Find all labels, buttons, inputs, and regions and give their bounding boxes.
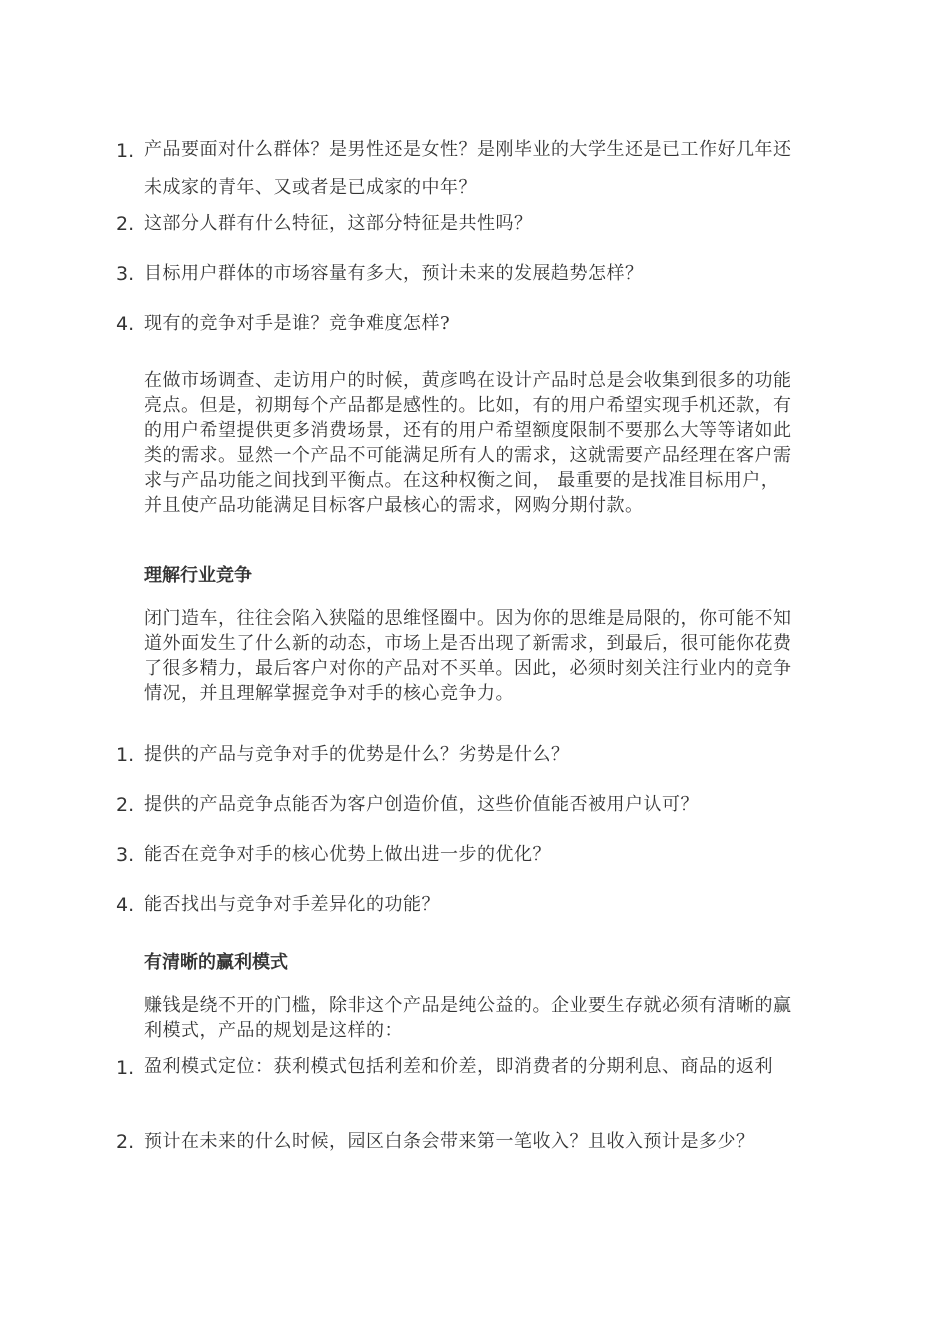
list3-item-2-number: 2. bbox=[116, 1131, 135, 1153]
list1-item-2-text: 这部分人群有什么特征，这部分特征是共性吗？ bbox=[144, 213, 533, 234]
paragraph-competition: 闭门造车，往往会陷入狭隘的思维怪圈中。因为你的思维是局限的，你可能不知道外面发生了什么新的动态，市场上是否出现了新需求，到最后，很可能你花费了很多精力，最后客户对你的产品对不买单。因此，必须时刻关注行业内的竞争情况，并且理解掌握竞争对手的核心竞争力。 bbox=[144, 608, 792, 704]
list1-item-3-text: 目标用户群体的市场容量有多大，预计未来的发展趋势怎样？ bbox=[144, 263, 644, 284]
list3-item-2-text: 预计在未来的什么时候，园区白条会带来第一笔收入？且收入预计是多少？ bbox=[144, 1131, 755, 1152]
list1-item-4-number: 4. bbox=[116, 313, 135, 335]
paragraph-profit-model: 赚钱是绕不开的门槛，除非这个产品是纯公益的。企业要生存就必须有清晰的赢利模式，产品的规划是这样的： bbox=[144, 995, 792, 1041]
list1-item-3-number: 3. bbox=[116, 263, 135, 285]
list2-item-2-text: 提供的产品竞争点能否为客户创造价值，这些价值能否被用户认可？ bbox=[144, 794, 699, 815]
list2-item-4-number: 4. bbox=[116, 894, 135, 916]
list3-item-1-text: 盈利模式定位：获利模式包括利差和价差，即消费者的分期利息、商品的返利 bbox=[144, 1056, 773, 1077]
list1-item-1-text: 产品要面对什么群体？是男性还是女性？是刚毕业的大学生还是已工作好几年还未成家的青年、又或者是已成家的中年？ bbox=[144, 139, 792, 198]
list3-item-1-number: 1. bbox=[116, 1057, 135, 1079]
paragraph-target-users: 在做市场调查、走访用户的时候，黄彦鸣在设计产品时总是会收集到很多的功能亮点。但是，初期每个产品都是感性的。比如，有的用户希望实现手机还款，有的用户希望提供更多消费场景，还有的用户希望额度限制不要那么大等等诸如此类的需求。显然一个产品不可能满足所有人的需求，这就需要产品经理在客户需求与产品功能之间找到平衡点。在这种权衡之间， 最重要的是找准目标用户， 并且使产品功能满足目标客户最核心的需求，网购分期付款。 bbox=[144, 370, 792, 516]
list2-item-4-text: 能否找出与竞争对手差异化的功能？ bbox=[144, 894, 440, 915]
list1-item-4-text: 现有的竞争对手是谁？竞争难度怎样? bbox=[144, 313, 451, 334]
list1-item-1-number: 1. bbox=[116, 140, 135, 162]
section-heading-industry-competition: 理解行业竞争 bbox=[144, 565, 252, 586]
list1-item-2-number: 2. bbox=[116, 213, 135, 235]
list2-item-2-number: 2. bbox=[116, 794, 135, 816]
section-heading-profit-model: 有清晰的赢利模式 bbox=[144, 952, 288, 973]
list2-item-3-number: 3. bbox=[116, 844, 135, 866]
list2-item-1-number: 1. bbox=[116, 744, 135, 766]
list2-item-3-text: 能否在竞争对手的核心优势上做出进一步的优化？ bbox=[144, 844, 551, 865]
list2-item-1-text: 提供的产品与竞争对手的优势是什么？劣势是什么？ bbox=[144, 744, 570, 765]
